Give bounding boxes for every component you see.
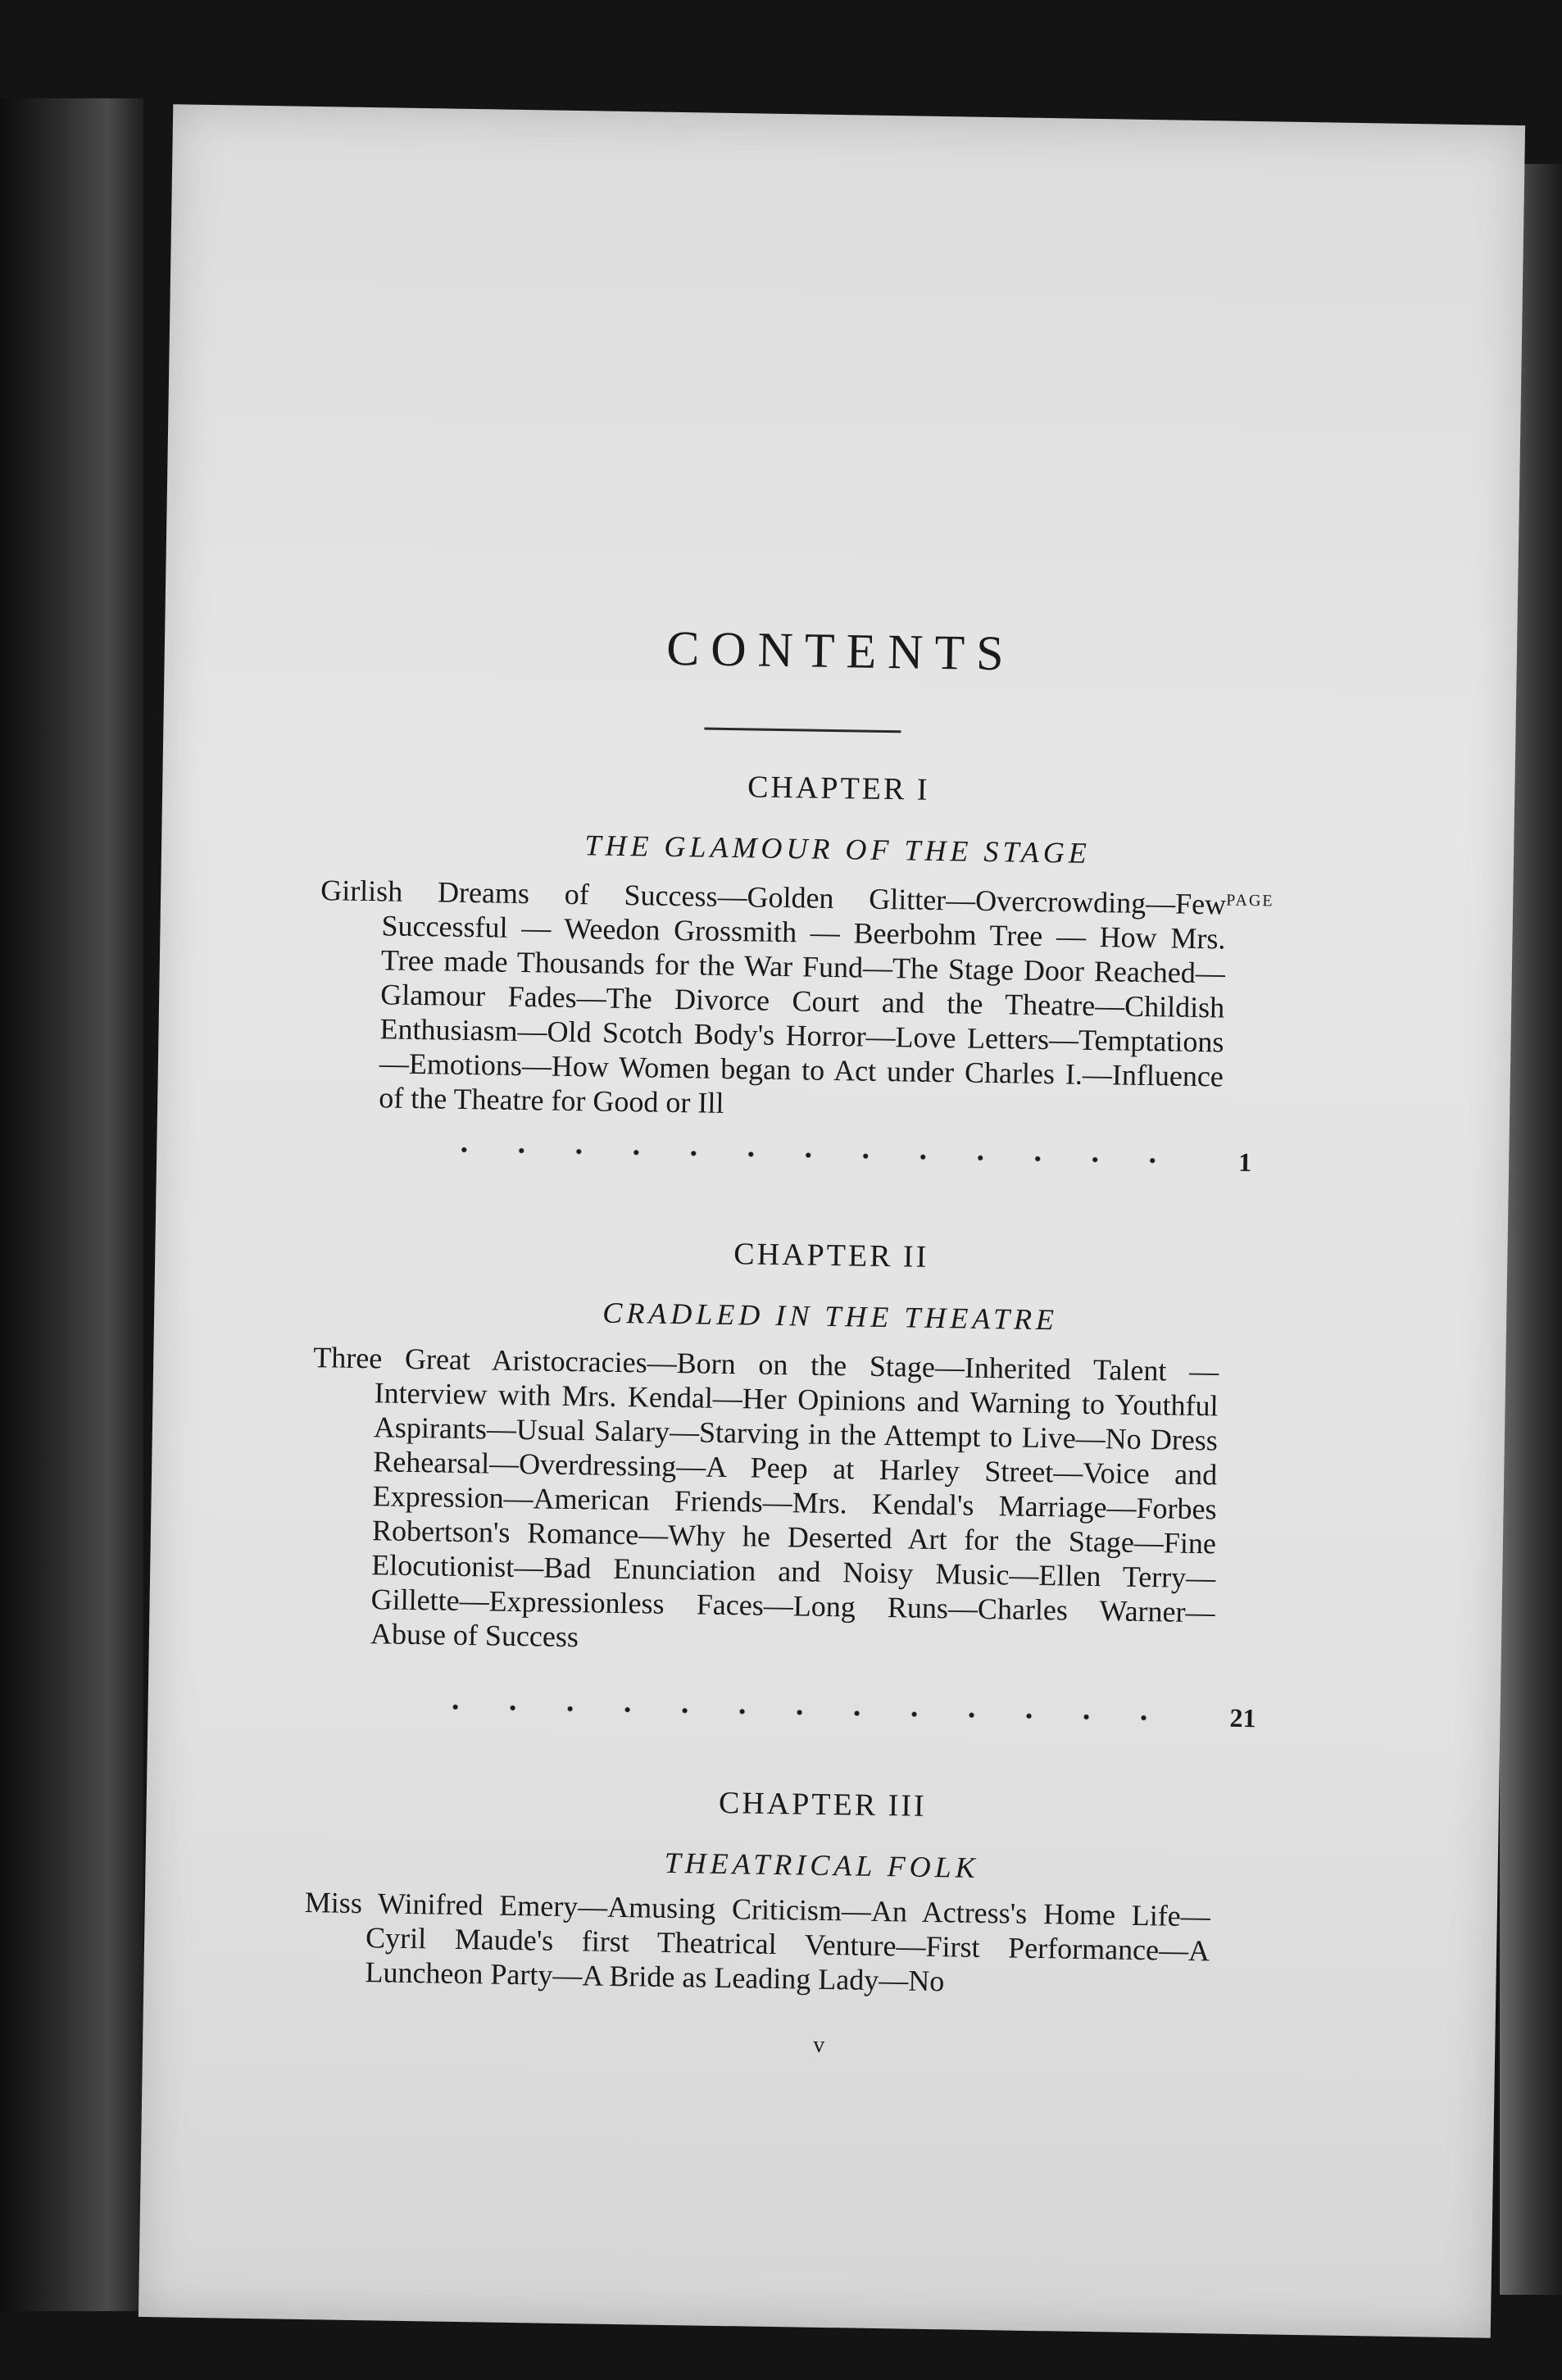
chapter-2-synopsis-text: Three Great Aristocracies—Born on the Stage—Inherited Talent —Interview with Mrs. Kendal—Her Opinions and Warning to Youthful Aspirants—Usual Salary—Starving in the Attempt to Live—No Dress Rehearsal—Overdressing—A Peep at Harley Street—Voice and Expression—American Friends—Mrs. Kendal's Marriage—Forbes Robertson's Romance—Why he Deserted Art for the Stage—Fine Elocutionist—Bad Enunciation and Noisy Music—Ellen Terry—Gillette—Expressionless Faces—Long Runs—Charles Warner—Abuse of Success bbox=[312, 1341, 1219, 1654]
chapter-1-dot-leader bbox=[435, 1145, 1173, 1165]
page-column-label: PAGE bbox=[1226, 891, 1274, 911]
chapter-1-heading: CHAPTER I bbox=[747, 770, 930, 807]
page-folio: v bbox=[812, 2032, 825, 2058]
chapter-2-heading: CHAPTER II bbox=[733, 1237, 929, 1274]
chapter-2-synopsis bbox=[309, 1340, 1219, 1664]
chapter-2-subtitle: CRADLED IN THE THEATRE bbox=[602, 1296, 1059, 1337]
chapter-1-synopsis bbox=[317, 873, 1226, 1128]
chapter-2-dot-leader bbox=[427, 1702, 1165, 1722]
chapter-3-synopsis bbox=[303, 1885, 1210, 2002]
chapter-3-synopsis-text: Miss Winifred Emery—Amusing Criticism—An Actress's Home Life—Cyril Maude's first Theatrical Venture—First Performance—A Luncheon Party—A Bride as Leading Lady—No bbox=[304, 1886, 1211, 1998]
chapter-1-page-number: 1 bbox=[1237, 1147, 1252, 1178]
chapter-1-synopsis-text: Girlish Dreams of Success—Golden Glitter—Overcrowding—Few Successful — Weedon Grossmith — Beerbohm Tree — How Mrs. Tree made Thousands for the War Fund—The Stage Door Reached—Glamour Fades—The Divorce Court and the Theatre—Childish Enthusiasm—Old Scotch Body's Horror—Love Letters—Temptations—Emotions—How Women began to Act under Charles I.—Influence of the Theatre for Good or Ill bbox=[320, 874, 1227, 1120]
chapter-1-subtitle: THE GLAMOUR OF THE STAGE bbox=[584, 829, 1092, 870]
book-page bbox=[138, 104, 1525, 2338]
contents-title: CONTENTS bbox=[665, 620, 1016, 681]
chapter-2-page-number: 21 bbox=[1229, 1702, 1256, 1733]
chapter-3-heading: CHAPTER III bbox=[718, 1785, 927, 1824]
book-spine-shadow bbox=[0, 98, 143, 2311]
chapter-3-subtitle: THEATRICAL FOLK bbox=[664, 1846, 979, 1884]
title-rule bbox=[704, 727, 901, 733]
